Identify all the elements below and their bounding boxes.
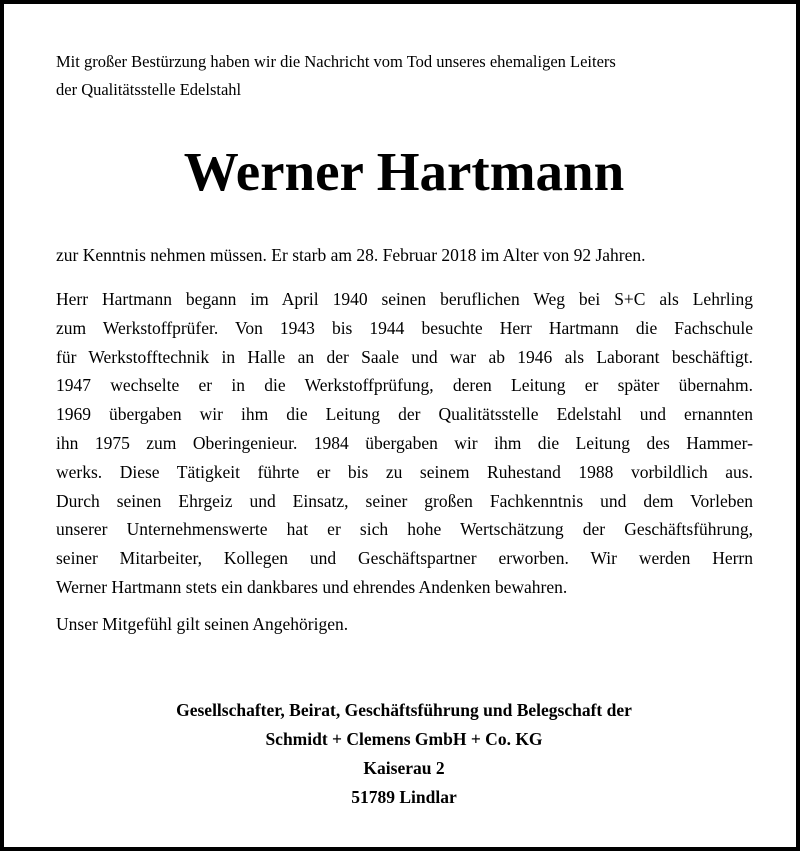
street-address: Kaiserau 2 bbox=[363, 758, 445, 778]
body-line: zum Werkstoffprüfer. Von 1943 bis 1944 besuchte Herr Hartmann die Fachschule bbox=[56, 317, 753, 338]
signature-block bbox=[4, 696, 800, 812]
body-line: unserer Unternehmenswerte hat er sich hohe Wertschätzung der Geschäftsführung, bbox=[56, 519, 753, 540]
death-statement: zur Kenntnis nehmen müssen. Er starb am 28. Februar 2018 im Alter von 92 Jahren. bbox=[56, 245, 646, 265]
body-line: werks. Diese Tätigkeit führte er bis zu seinem Ruhestand 1988 vorbildlich aus. bbox=[56, 461, 753, 482]
body-line: 1947 wechselte er in die Werkstoffprüfung, deren Leitung er später übernahm. bbox=[56, 375, 753, 396]
signature-line: Gesellschafter, Beirat, Geschäftsführung und Belegschaft der bbox=[176, 700, 632, 720]
body-line: 1969 übergaben wir ihm die Leitung der Qualitätsstelle Edelstahl und ernannten bbox=[56, 404, 753, 425]
intro-text bbox=[56, 48, 756, 104]
intro-line: Mit großer Bestürzung haben wir die Nachricht vom Tod unseres ehemaligen Leiters bbox=[56, 52, 616, 71]
condolence-text: Unser Mitgefühl gilt seinen Angehörigen. bbox=[56, 614, 349, 634]
postal-city: 51789 Lindlar bbox=[351, 787, 457, 807]
body-line: Werner Hartmann stets ein dankbares und ehrendes Andenken bewahren. bbox=[56, 576, 568, 597]
body-line: Herr Hartmann begann im April 1940 seinen beruflichen Weg bei S+C als Lehrling bbox=[56, 289, 753, 309]
company-name: Schmidt + Clemens GmbH + Co. KG bbox=[265, 729, 543, 749]
body-line: für Werkstofftechnik in Halle an der Saale und war ab 1946 als Laborant beschäftigt. bbox=[56, 346, 753, 367]
body-line: Durch seinen Ehrgeiz und Einsatz, seiner großen Fachkenntnis und dem Vorleben bbox=[56, 490, 753, 511]
intro-line: der Qualitätsstelle Edelstahl bbox=[56, 80, 242, 99]
biography-paragraph bbox=[56, 285, 753, 602]
body-line: ihn 1975 zum Oberingenieur. 1984 übergaben wir ihm die Leitung des Hammer- bbox=[56, 432, 753, 453]
body-line: seiner Mitarbeiter, Kollegen und Geschäftspartner erworben. Wir werden Herrn bbox=[56, 548, 753, 569]
deceased-name: Werner Hartmann bbox=[183, 141, 625, 202]
